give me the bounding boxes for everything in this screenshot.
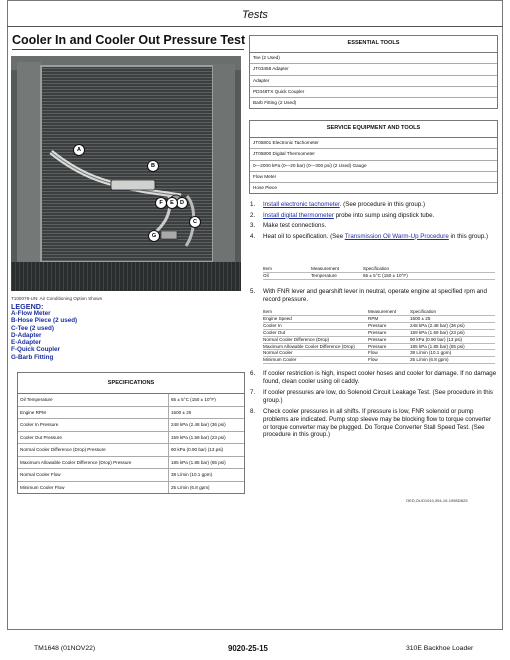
callout-b: B — [147, 160, 159, 172]
spec-row — [18, 444, 244, 457]
spec-value: 38 L/min (10.1 gpm) — [171, 472, 213, 477]
spec-row — [18, 457, 244, 470]
spec-value: 65 ± 5°C (150 ± 10°F) — [171, 397, 216, 402]
callout-c: C — [189, 216, 201, 228]
essential-tool-row: Adapter — [250, 76, 497, 87]
section-title: Cooler In and Cooler Out Pressure Test — [12, 33, 246, 47]
legend-title: LEGEND: — [11, 302, 44, 311]
step5-table-header: Item Measurement Specification — [263, 309, 495, 316]
spec-item: Minimum Cooler Flow — [18, 482, 169, 494]
spec-item: Oil Temperature — [18, 394, 169, 406]
step5-table-row: Cooler In Pressure 248 kPa (2.48 bar) (36 psi) — [263, 323, 495, 330]
procedure-steps-upper — [250, 201, 498, 240]
step-5: 5. With FNR lever and gearshift lever in neutral, operate engine at specified rpm and record pressure. — [250, 288, 487, 303]
callout-d: D — [176, 197, 188, 209]
spec-item: Cooler Out Pressure — [18, 432, 169, 444]
thermometer-link[interactable]: Install digital thermometer — [263, 211, 334, 219]
spec-item: Normal Cooler Difference (Drop) Pressure — [18, 444, 169, 456]
callout-g: G — [148, 230, 160, 242]
procedure-step-5 — [250, 288, 498, 303]
service-equipment-row: Flow Meter — [250, 172, 497, 183]
legend-item: G-Barb Fitting — [11, 353, 54, 361]
essential-tools-heading: ESSENTIAL TOOLS — [250, 36, 497, 53]
callout-f: F — [155, 197, 167, 209]
legend-item: E-Adapter — [11, 339, 42, 347]
spec-value: 159 kPa (1.59 bar) (23 psi) — [171, 434, 226, 440]
legend-item: B-Hose Piece (2 used) — [11, 317, 78, 325]
footer-page-number: 9020-25-15 — [228, 644, 268, 653]
footer-manual-id: TM1648 (01NOV22) — [34, 645, 96, 652]
header-rule — [7, 26, 503, 27]
step4-table-header: Item Measurement Specification — [263, 266, 495, 273]
cooler-illustration — [11, 56, 241, 291]
service-equipment-row: Hose Piece — [253, 185, 277, 191]
spec-row — [18, 469, 244, 482]
step-8: 8. Check cooler pressures in all shifts. If pressure is low, FNR solenoid or pump problems are indicated. Pump stop sleeve may be blocking flow to torque converter or torque converter may be plugged. Do Torque Converter Stall Speed Test. (See procedure in this group.) — [250, 408, 492, 439]
spec-row — [18, 394, 244, 407]
legend-item: F-Quick Coupler — [11, 346, 60, 354]
procedure-steps-lower — [250, 370, 498, 439]
spec-row — [18, 432, 244, 445]
service-equipment-row: 0—2000 kPa (0—20 bar) (0—300 psi) (2 Used) Gauge — [250, 161, 497, 172]
cooler-test-photo — [11, 56, 241, 291]
callout-a: A — [73, 144, 85, 156]
footer-model: 310E Backhoe Loader — [406, 645, 474, 652]
specifications-heading: SPECIFICATIONS — [18, 373, 244, 394]
spec-value: 185 kPa (1.85 bar) (65 psi) — [171, 459, 226, 465]
spec-item: Normal Cooler Flow — [18, 469, 169, 481]
service-equipment-heading: SERVICE EQUIPMENT AND TOOLS — [250, 121, 497, 138]
service-equipment-row: JT05800 Digital Thermometer — [250, 149, 497, 160]
header-title: Tests — [242, 9, 268, 21]
legend-item: D-Adapter — [11, 331, 42, 339]
step5-table-row: Cooler Out Pressure 159 kPa (1.59 bar) (23 psi) — [263, 330, 495, 337]
section-title-rule — [12, 49, 244, 50]
step4-table-row: Oil Temperature 65 ± 5°C (150 ± 10°F) — [263, 273, 495, 280]
spec-item: Cooler In Pressure — [18, 419, 169, 431]
legend-item: C-Tee (2 used) — [11, 324, 54, 332]
step5-table-row: Maximum Allowable Cooler Difference (Drop) Pressure 185 kPa (1.85 bar) (65 psi) — [263, 344, 495, 351]
step-1: 1. Install electronic tachometer. (See procedure in this group.) — [250, 201, 425, 208]
step-4: 4. Heat oil to specification. (See Transmission Oil Warm-Up Procedure in this group.) — [250, 232, 489, 240]
legend-list — [11, 310, 77, 361]
step5-table-row: Engine Speed RPM 1500 ± 25 — [263, 316, 495, 323]
spec-value: 248 kPa (2.48 bar) (36 psi) — [171, 422, 226, 427]
figure-caption: T100078-UN: Air Conditioning Option Shown — [11, 296, 103, 301]
essential-tool-row: Tee (2 Used) — [250, 53, 497, 64]
callout-e: E — [166, 197, 178, 209]
step4-spec-table — [263, 266, 495, 280]
essential-tool-row: PD348TX Quick Coupler — [250, 87, 497, 98]
specifications-table — [17, 372, 245, 494]
spec-value: 90 kPa (0.90 bar) (13 psi) — [171, 447, 224, 452]
document-code: OED,OUO1010,394-19-1998DB25 — [406, 498, 468, 503]
spec-value: 25 L/min (6.8 gpm) — [171, 484, 210, 490]
step-7: 7. If cooler pressures are low, do Solenoid Circuit Leakage Test. (See procedure in this group.) — [250, 389, 493, 404]
essential-tool-row: Barb Fitting (2 Used) — [253, 100, 297, 106]
step5-table-row: Normal Cooler Difference (Drop) Pressure 90 kPa (0.90 bar) (13 psi) — [263, 337, 495, 344]
step5-spec-table — [263, 309, 495, 364]
spec-value: 1500 ± 25 — [171, 409, 192, 415]
warm-up-procedure-link[interactable]: Transmission Oil Warm-Up Procedure — [344, 232, 449, 240]
tachometer-link[interactable]: Install electronic tachometer — [263, 201, 340, 208]
essential-tools-table — [249, 35, 498, 109]
service-equipment-row: JT05801 Electronic Tachometer — [250, 138, 497, 149]
step5-table-row: Normal Cooler Flow 38 L/min (10.1 gpm) — [263, 350, 495, 357]
spec-item: Engine RPM — [18, 407, 169, 419]
step-2: 2. Install digital thermometer probe into sump using dipstick tube. — [250, 211, 435, 219]
service-equipment-table — [249, 120, 498, 194]
step-3: 3. Make test connections. — [250, 222, 327, 230]
essential-tool-row: JT03458 Adapter — [250, 64, 497, 75]
step5-table-row: Minimum Cooler Flow 25 L/min (6.8 gpm) — [263, 357, 495, 364]
legend-item: A-Flow Meter — [11, 310, 51, 317]
spec-row — [18, 419, 244, 432]
spec-item: Maximum Allowable Cooler Difference (Drop) Pressure — [18, 457, 169, 469]
spec-row — [18, 407, 244, 420]
step-6: 6. If cooler restriction is high, inspect cooler hoses and cooler for damage. If no damage found, clean cooler using oil caddy. — [250, 370, 497, 385]
spec-row — [18, 482, 244, 494]
